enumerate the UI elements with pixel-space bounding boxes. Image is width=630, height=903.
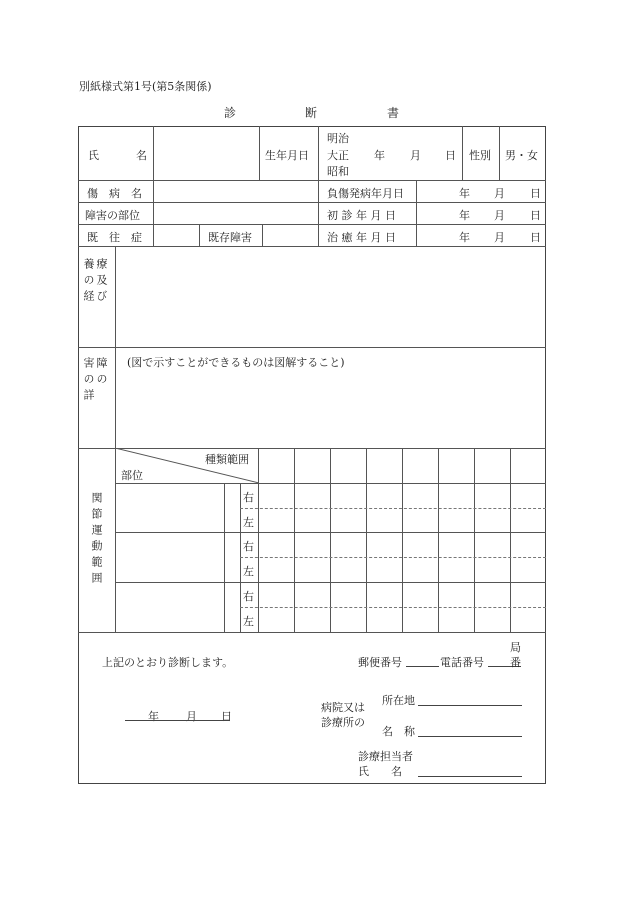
rule (474, 448, 475, 632)
doctor-name-field[interactable] (418, 776, 522, 777)
rule (78, 347, 546, 348)
rule (240, 508, 546, 509)
facility-name-field[interactable] (418, 736, 522, 737)
form-number-label: 別紙様式第1号(第5条関係) (79, 80, 212, 93)
disability-site-label: 障害の部位 (85, 209, 140, 222)
name-label-char-1: 氏 (88, 149, 99, 162)
rule (199, 224, 200, 247)
hospital-label-line1: 病院又は (321, 701, 365, 714)
title-char-2: 断 (305, 106, 318, 120)
name-label-char-2: 名 (136, 149, 147, 162)
rule (224, 483, 225, 632)
doctor-name-label: 氏 名 (358, 765, 402, 778)
title-char-3: 書 (387, 106, 400, 120)
name-field[interactable] (155, 130, 257, 178)
cure-day-unit: 日 (530, 231, 541, 244)
rule (78, 180, 546, 181)
rule (318, 126, 319, 246)
disability-label-col1: 障の (95, 357, 108, 389)
rule (438, 448, 439, 632)
first-visit-label: 初 診 年 月 日 (327, 209, 396, 222)
left-label: 左 (243, 565, 254, 578)
issue-date-field[interactable] (125, 720, 230, 721)
rule (416, 180, 417, 247)
rule (78, 246, 546, 247)
rule (78, 202, 546, 203)
issue-year-unit: 年 (148, 710, 159, 723)
onset-date-label: 負傷発病年月日 (327, 187, 404, 200)
cure-year-unit: 年 (459, 231, 470, 244)
left-label: 左 (243, 516, 254, 529)
cure-month-unit: 月 (494, 231, 505, 244)
sex-label: 性別 (469, 149, 491, 162)
existing-disability-label: 既存障害 (208, 231, 252, 244)
birth-day-unit: 日 (445, 149, 456, 162)
rom-type-range-label: 種類範囲 (205, 453, 249, 466)
rule (259, 126, 260, 181)
rule (262, 224, 263, 247)
disability-content-field[interactable] (118, 372, 543, 445)
onset-day-unit: 日 (530, 187, 541, 200)
rule (240, 557, 546, 558)
rule (510, 448, 511, 632)
first-visit-day-unit: 日 (530, 209, 541, 222)
cure-date-label: 治 癒 年 月 日 (327, 231, 396, 244)
first-visit-year-unit: 年 (459, 209, 470, 222)
issue-month-unit: 月 (186, 710, 197, 723)
rule (78, 224, 546, 225)
title-char-1: 診 (224, 106, 237, 120)
address-field[interactable] (418, 705, 522, 706)
injury-name-label: 傷 病 名 (87, 187, 142, 200)
address-label: 所在地 (382, 694, 415, 707)
doctor-label: 診療担当者 (358, 750, 413, 763)
birth-date-label: 生年月日 (265, 149, 309, 162)
treatment-label-col1: 療及び (95, 258, 108, 306)
rule (330, 448, 331, 632)
rule (294, 448, 295, 632)
medical-history-label: 既 往 症 (87, 231, 142, 244)
postal-code-field[interactable] (406, 666, 439, 667)
right-label: 右 (243, 491, 254, 504)
rule (366, 448, 367, 632)
postal-code-label: 郵便番号 (358, 656, 402, 669)
rule (240, 607, 546, 608)
rule (78, 632, 546, 633)
birth-year-unit: 年 (374, 149, 385, 162)
left-label: 左 (243, 615, 254, 628)
treatment-content-field[interactable] (118, 250, 543, 344)
kyoku-label: 局 (510, 641, 521, 654)
rule (402, 448, 403, 632)
right-label: 右 (243, 590, 254, 603)
disability-label-col2: 害の詳 (82, 357, 95, 405)
birth-month-unit: 月 (410, 149, 421, 162)
hospital-label-line2: 診療所の (321, 716, 365, 729)
rule (499, 126, 500, 181)
diagnosis-statement: 上記のとおり診断します。 (102, 656, 234, 669)
right-label: 右 (243, 540, 254, 553)
rule (462, 126, 463, 181)
era-showa[interactable]: 昭和 (327, 165, 349, 178)
disability-note: (図で示すことができるものは図解すること) (127, 356, 345, 369)
rule (153, 126, 154, 246)
rule (115, 532, 546, 533)
rom-side-label: 関節運動範囲 (90, 492, 103, 588)
rule (115, 246, 116, 448)
era-taisho[interactable]: 大正 (327, 149, 349, 162)
rule (115, 582, 546, 583)
rom-part-label: 部位 (121, 469, 143, 482)
ban-label: 番 (510, 656, 521, 669)
first-visit-month-unit: 月 (494, 209, 505, 222)
issue-day-unit: 日 (221, 710, 232, 723)
treatment-label-col2: 養の経 (82, 258, 95, 306)
facility-name-label: 名 称 (382, 725, 415, 738)
sex-options[interactable]: 男・女 (505, 149, 538, 162)
onset-year-unit: 年 (459, 187, 470, 200)
phone-label: 電話番号 (440, 656, 484, 669)
onset-month-unit: 月 (494, 187, 505, 200)
era-meiji[interactable]: 明治 (327, 132, 349, 145)
